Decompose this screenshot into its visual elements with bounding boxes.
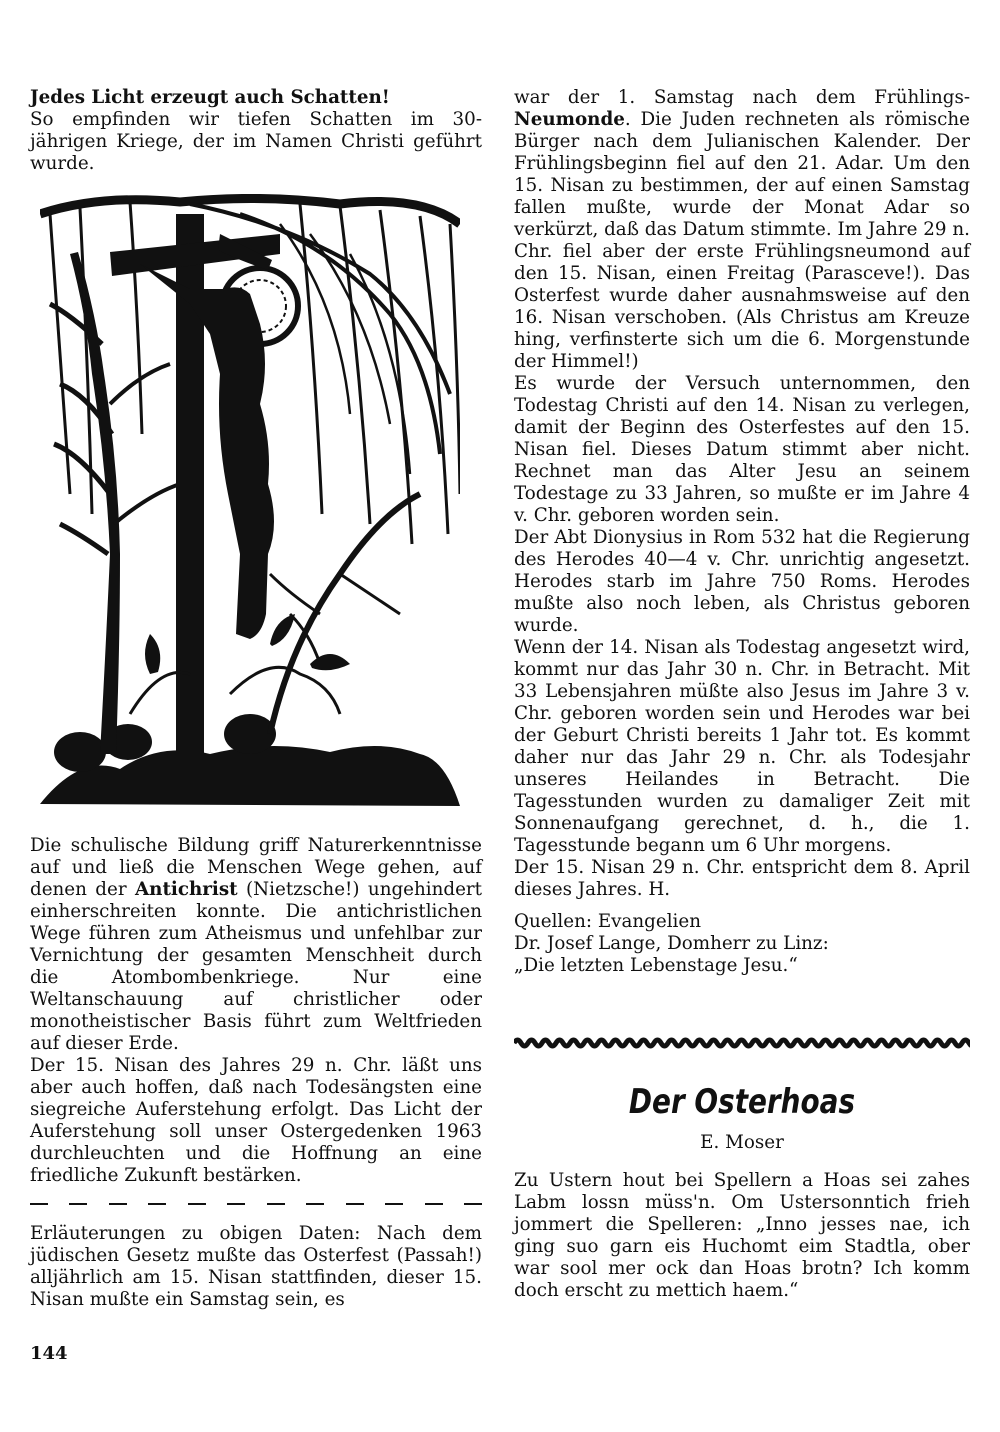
body-text: (Nietzsche!) ungehindert einherschreiten konnte. Die antichristlichen Wege führen zum Atheismus und unfehlbar zur Vernichtung der gesamten Menschheit durch die Atombombenkriege. Nur eine Weltanschauung auf christlicher oder monotheistischer Basis führt zum Weltfrieden auf dieser Erde. — [30, 879, 482, 1054]
right-column — [514, 87, 970, 977]
body-paragraph — [30, 835, 482, 1055]
wavy-divider — [514, 1036, 970, 1050]
body-paragraph: Der 15. Nisan des Jahres 29 n. Chr. läßt uns aber auch hoffen, daß nach Todesängsten eine siegreiche Auferstehung erfolgt. Das Licht der Auferstehung soll unser Ostergedenken 1963 durchleuchten und die Hoffnung an eine friedliche Zukunft bestärken. — [30, 1055, 482, 1186]
dashed-divider — [30, 1193, 482, 1215]
page-number: 144 — [30, 1343, 68, 1364]
body-paragraph: Der Abt Dionysius in Rom 532 hat die Regierung des Herodes 40—4 v. Chr. unrichtig angesetzt. Herodes starb im Jahre 750 Roms. Herodes mußte also noch leben, als Christus geboren wurde. — [514, 527, 970, 636]
body-paragraph — [514, 87, 970, 373]
intro-paragraph: So empfinden wir tiefen Schatten im 30-jährigen Kriege, der im Namen Christi geführt wurde. — [30, 109, 482, 174]
poem-title: Der Osterhoas — [628, 1082, 856, 1122]
bold-term: Antichrist — [135, 879, 238, 900]
body-text: war der 1. Samstag nach dem Frühlings- — [514, 87, 970, 108]
poem-author: E. Moser — [700, 1132, 784, 1153]
body-paragraph: Erläuterungen zu obigen Daten: Nach dem jüdischen Gesetz mußte das Osterfest (Passah!) alljährlich am 15. Nisan stattfinden, dieser 15. Nisan mußte ein Samstag sein, es — [30, 1223, 482, 1310]
body-text: Die schulische Bildung griff Naturerkenntnisse auf und ließ die Menschen Wege gehen, auf denen der — [30, 835, 482, 900]
left-column-lower — [30, 835, 482, 1311]
source-line: Dr. Josef Lange, Domherr zu Linz: — [514, 933, 829, 954]
left-column — [30, 87, 482, 175]
body-paragraph: Der 15. Nisan 29 n. Chr. entspricht dem 8. April dieses Jahres. H. — [514, 857, 970, 900]
poem-text — [514, 1170, 970, 1302]
body-text: . Die Juden rechneten als römische Bürger nach dem Julianischen Kalender. Der Frühlingsbeginn fiel auf den 21. Adar. Um den 15. Nisan zu bestimmen, der auf einen Samstag fallen mußte, wurde der Monat Adar so verkürzt, daß das Datum stimmte. Im Jahre 29 n. Chr. fiel aber der erste Frühlingsneumond auf den 15. Nisan, einen Freitag (Parasceve!). Das Osterfest wurde daher ausnahmsweise auf den 16. Nisan verschoben. (Als Christus am Kreuze hing, verfinsterte sich um die 6. Morgenstunde der Himmel!) — [514, 109, 970, 372]
body-paragraph: Es wurde der Versuch unternommen, den Todestag Christi auf den 14. Nisan zu verlegen, damit der Beginn des Osterfestes auf den 15. Nisan fiel. Dieses Datum stimmt aber nicht. Rechnet man das Alter Jesu an seinem Todestage zu 33 Jahren, so mußte er im Jahre 4 v. Chr. geboren worden sein. — [514, 373, 970, 526]
source-line: „Die letzten Lebenstage Jesu.“ — [514, 955, 798, 976]
crucifixion-silhouette-illustration — [40, 194, 460, 808]
source-line: Quellen: Evangelien — [514, 911, 701, 932]
body-paragraph: Wenn der 14. Nisan als Todestag angesetzt wird, kommt nur das Jahr 30 n. Chr. in Betracht. Mit 33 Lebensjahren müßte also Jesus im Jahre 3 v. Chr. geboren worden sein und Herodes war bei der Geburt Christi bereits 1 Jahr tot. Es kommt daher nur das Jahr 29 n. Chr. als Todesjahr unseres Heilandes in Betracht. Die Tagesstunden wurden zu damaliger Zeit mit Sonnenaufgang gerechnet, d. h., die 1. Tagesstunde begann um 6 Uhr morgens. — [514, 637, 970, 856]
bold-term: Neumonde — [514, 109, 625, 130]
section-heading: Jedes Licht erzeugt auch Schatten! — [30, 87, 390, 108]
poem-paragraph: Zu Ustern hout bei Spellern a Hoas sei zahes Labm lossn müss'n. Om Ustersonntich frieh jommert die Spelleren: „Inno jesses nae, ich ging suo garn eis Huchomt eim Stadtla, ober war sool mer ock dan Hoas brotn? Ich komm doch erscht zu mettich haem.“ — [514, 1170, 970, 1301]
